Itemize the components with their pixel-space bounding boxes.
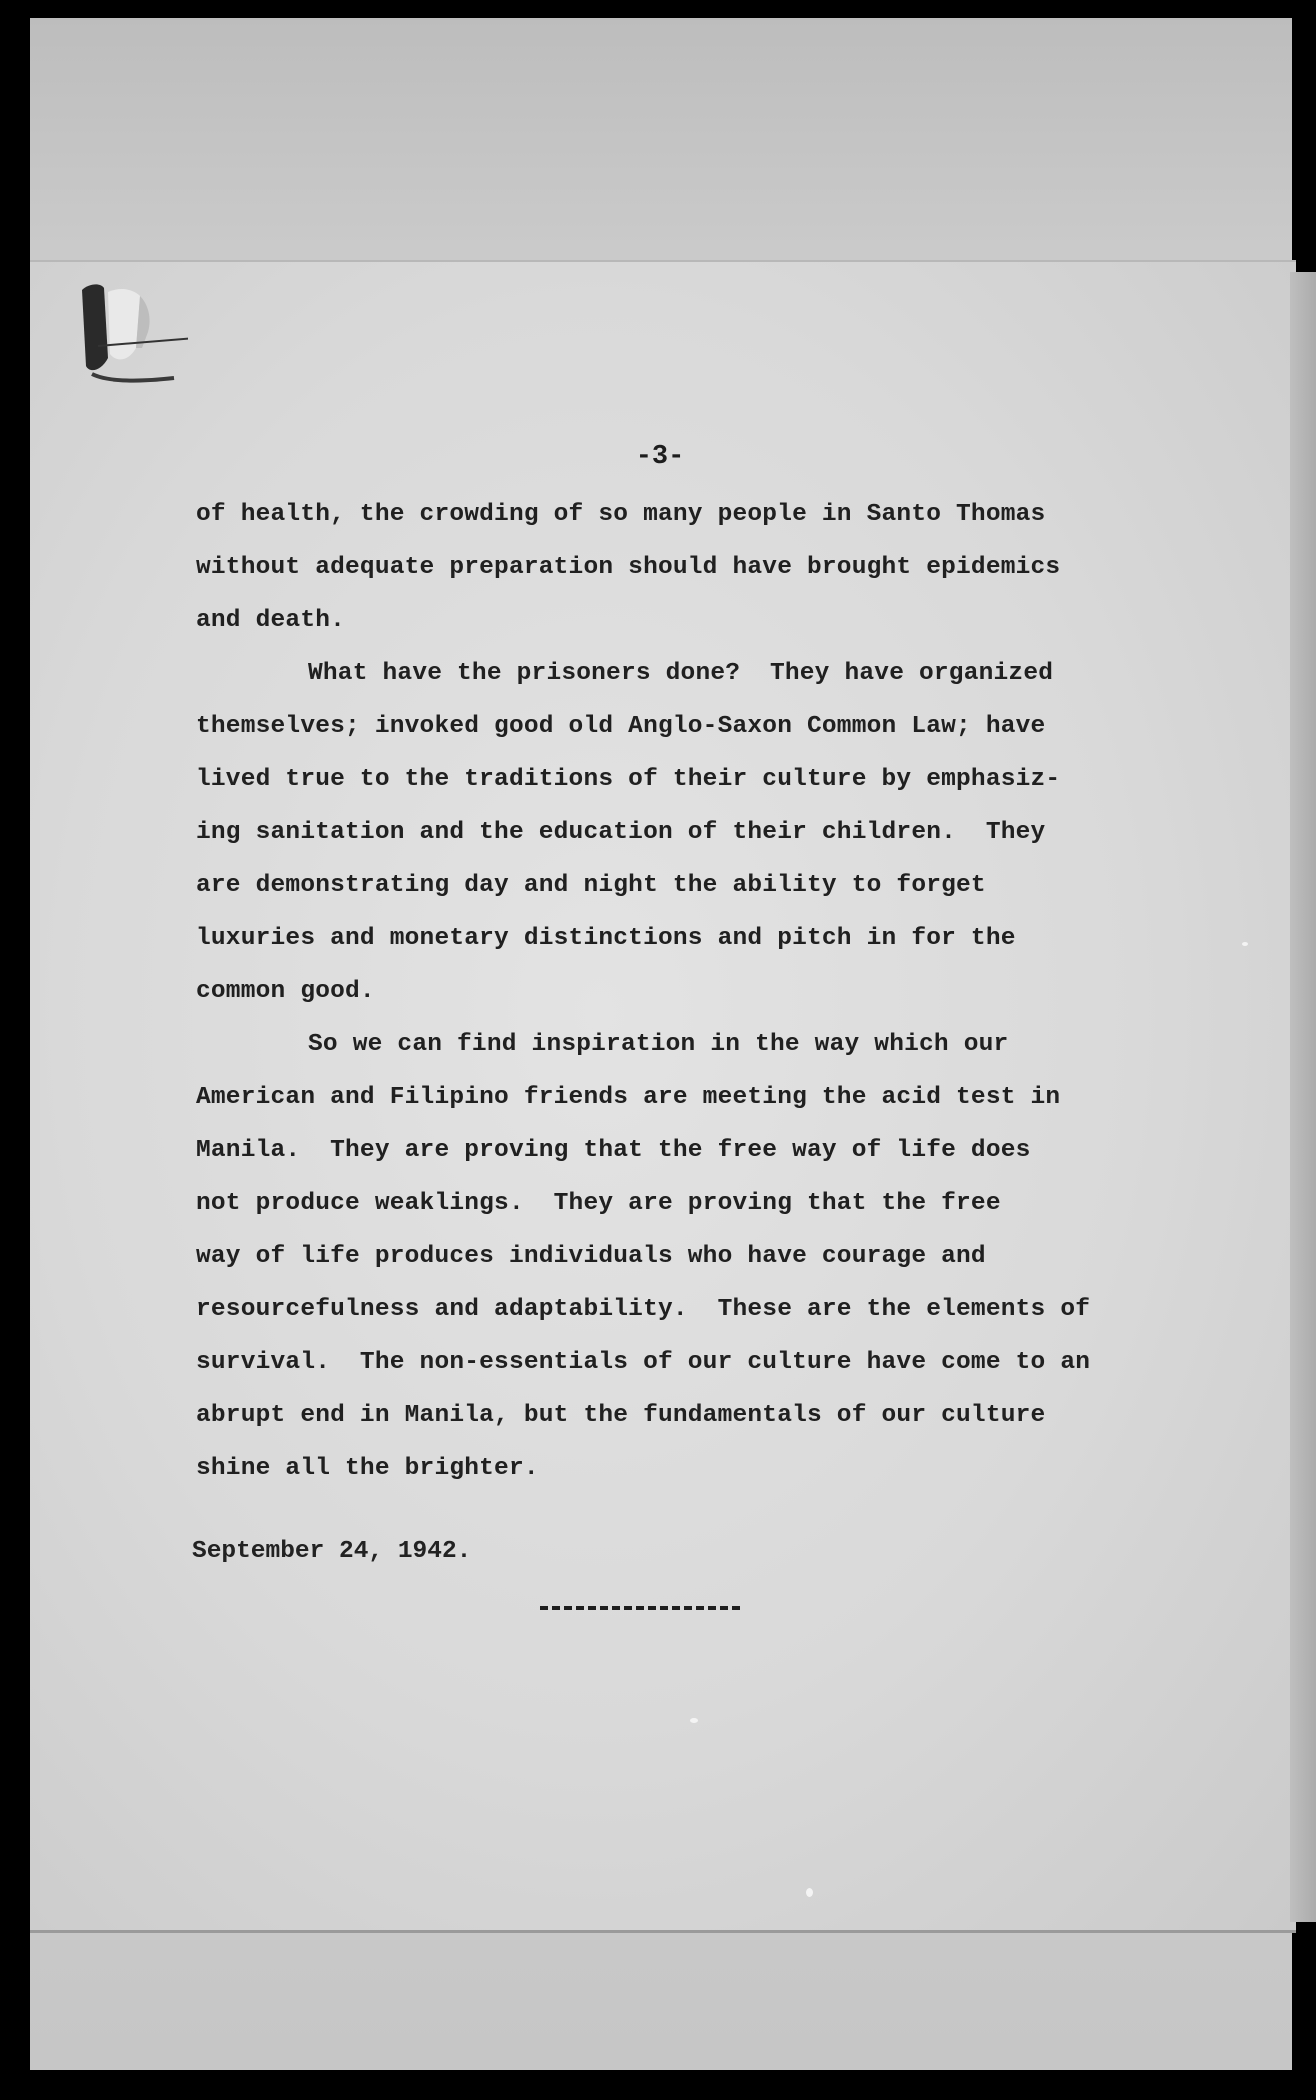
page-number: -3-: [635, 442, 685, 472]
text-line: abrupt end in Manila, but the fundamentals of our culture: [196, 1402, 1046, 1429]
text-line: luxuries and monetary distinctions and pitch in for the: [196, 925, 1016, 952]
text-line: themselves; invoked good old Anglo-Saxon Common Law; have: [196, 713, 1046, 740]
text-line: ing sanitation and the education of their children. They: [196, 819, 1046, 846]
text-line: not produce weaklings. They are proving that the free: [196, 1190, 1001, 1217]
body-text: [196, 488, 1156, 1495]
text-line: lived true to the traditions of their culture by emphasiz-: [196, 766, 1061, 793]
paragraph-start-line: So we can find inspiration in the way which our: [308, 1031, 1009, 1058]
paragraph-start-line: What have the prisoners done? They have organized: [308, 660, 1054, 687]
text-line: and death.: [196, 607, 346, 634]
text-line: survival. The non-essentials of our culture have come to an: [196, 1349, 1091, 1376]
date-line: September 24, 1942.: [192, 1538, 472, 1565]
text-line: Manila. They are proving that the free way of life does: [196, 1137, 1031, 1164]
text-line: way of life produces individuals who have courage and: [196, 1243, 986, 1270]
text-line: shine all the brighter.: [196, 1455, 539, 1482]
paper-speck: [690, 1718, 698, 1723]
paper-speck: [806, 1888, 813, 1897]
text-line: common good.: [196, 978, 375, 1005]
backing-top-strip: [30, 18, 1292, 268]
text-line: resourcefulness and adaptability. These are the elements of: [196, 1296, 1091, 1323]
text-line: of health, the crowding of so many people in Santo Thomas: [196, 501, 1046, 528]
paper-speck: [1242, 942, 1248, 946]
text-line: are demonstrating day and night the ability to forget: [196, 872, 986, 899]
closing-rule: [540, 1606, 740, 1610]
torn-corner-mark: [78, 278, 188, 388]
text-line: without adequate preparation should have brought epidemics: [196, 554, 1061, 581]
text-line: American and Filipino friends are meeting the acid test in: [196, 1084, 1061, 1111]
